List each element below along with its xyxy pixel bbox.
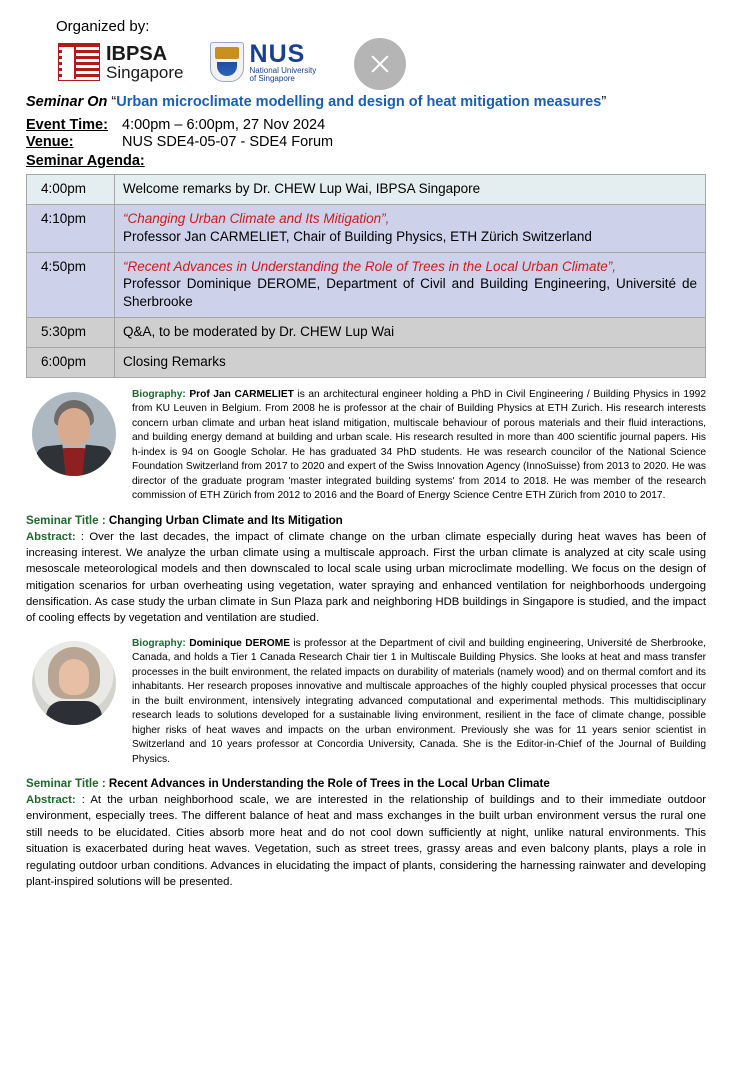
ibpsa-logo-line2: Singapore bbox=[106, 62, 184, 82]
agenda-entry bbox=[115, 347, 706, 377]
biography-label: Biography: bbox=[132, 388, 186, 400]
abstract-block bbox=[26, 529, 706, 627]
agenda-time: 4:50pm bbox=[27, 252, 115, 317]
seminar-title-value: Recent Advances in Understanding the Role of Trees in the Local Urban Climate bbox=[108, 777, 550, 791]
agenda-entry bbox=[115, 204, 706, 252]
table-row bbox=[27, 252, 706, 317]
seminar-heading bbox=[26, 93, 706, 111]
quote-close: ” bbox=[601, 94, 607, 110]
seminar-agenda-label: Seminar Agenda: bbox=[26, 153, 145, 170]
organized-by-label: Organized by: bbox=[56, 18, 150, 35]
biography-body: is professor at the Department of civil and building engineering, Université de Sherbrooke, Canada, and holds a Tier 1 Canada Research Chair tier 1 in Multiscale Building Physics. She looks at heat and mass transfer processes in the built environment, the related impacts on durability of materials (namely wood) and on thermal comfort and its inhabitants. Her research proposes innovative and multiscale approaches of the highly coupled physical processes that occur in the built environment, intensively integrating advanced computational and experimental methods. This multidisciplinary research leads to solutions developed for a sustainable living environment, resilient in the face of climate change, possible higher risks of heat waves and impacts on the urban environment. Previously she was for 11 years senior scientist in Switzerland and 10 years professor at Concordia University, Canada. She is the Editor-in-Chief of the Journal of Building Physics. bbox=[132, 637, 706, 765]
biography-label: Biography: bbox=[132, 637, 186, 649]
abstract-body: : Over the last decades, the impact of climate change on the urban climate especially during heat waves has been of increasing interest. We analyze the urban climate using a multiscale approach. First the urban climate is analyzed at city scale using mesoscale meteorological models and then downscaled to local scale using urban microclimate modelling. We focus on the design of mitigation scenarios for urban overheating using vegetation, water spraying and enhanced ventilation for neighborhoods undergoing densification. As case study the urban climate in Sun Plaza park and neighboring HDB buildings in Singapore is studied, and the impact of cooling effects by vegetation and ventilation are studied. bbox=[26, 530, 707, 625]
agenda-time: 6:00pm bbox=[27, 347, 115, 377]
agenda-text: Welcome remarks by Dr. CHEW Lup Wai, IBPSA Singapore bbox=[123, 181, 481, 197]
table-row bbox=[27, 175, 706, 205]
speaker-bio-block bbox=[26, 388, 706, 504]
agenda-talk-title: “Recent Advances in Understanding the Role of Trees in the Local Urban Climate”, bbox=[123, 258, 617, 274]
abstract-block bbox=[26, 792, 706, 890]
avatar bbox=[32, 392, 116, 476]
agenda-entry bbox=[115, 252, 706, 317]
table-row bbox=[27, 318, 706, 348]
ibpsa-logo-icon bbox=[58, 43, 100, 81]
event-time-value: 4:00pm – 6:00pm, 27 Nov 2024 bbox=[122, 117, 326, 134]
seminar-title-label: Seminar Title : bbox=[26, 777, 106, 791]
close-icon[interactable] bbox=[354, 38, 406, 90]
event-time-label: Event Time: bbox=[26, 117, 108, 134]
agenda-time: 5:30pm bbox=[27, 318, 115, 348]
venue-value: NUS SDE4-05-07 - SDE4 Forum bbox=[122, 134, 334, 151]
seminar-title-label: Seminar Title : bbox=[26, 513, 106, 527]
speaker-photo-wrap bbox=[26, 637, 122, 725]
seminar-title-row bbox=[26, 777, 706, 790]
quote-open: “ bbox=[111, 94, 117, 110]
venue-row bbox=[26, 134, 706, 150]
biography-body: is an architectural engineer holding a PhD in Civil Engineering / Building Physics in 1992 from KU Leuven in Belgium. From 2008 he is professor at the chair of Building Physics at ETH Zurich. His research interests concern urban climate and urban heat island mitigation, multiscale behaviour of porous materials and their fluid interactions, and building energy demand at building and urban scale. His research resulted in more than 400 scientific journal papers. His h-index is 94 on Google Scholar. He has graduated 34 PhD students. He was research councilor of the National Science Foundation Switzerland from 2017 to 2020 and expert of the Swiss Innovation Agency (InnoSuisse) from 2013 to 2020. He was director of the graduate program 'master integrated building systems' from 2014 to 2018. He was member of the research commission of ETH Zürich from 2012 to 2016 and the Board of Energy Science Centre ETH Zürich from 2010 to 2017. bbox=[132, 388, 706, 502]
agenda-table bbox=[26, 174, 706, 378]
nus-crest-icon bbox=[210, 42, 244, 82]
table-row bbox=[27, 347, 706, 377]
seminar-title: Urban microclimate modelling and design of heat mitigation measures bbox=[116, 94, 602, 110]
ibpsa-singapore-logo bbox=[58, 43, 184, 81]
speaker-name: Dominique DEROME bbox=[189, 637, 290, 649]
agenda-entry bbox=[115, 318, 706, 348]
agenda-text: Closing Remarks bbox=[123, 353, 226, 369]
speaker-photo-wrap bbox=[26, 388, 122, 476]
event-time-row bbox=[26, 117, 706, 133]
seminar-on-label: Seminar On bbox=[26, 94, 108, 110]
nus-logo bbox=[210, 39, 317, 83]
speaker-bio-block bbox=[26, 637, 706, 767]
agenda-speaker-detail: Professor Jan CARMELIET, Chair of Building Physics, ETH Zürich Switzerland bbox=[123, 228, 592, 244]
seminar-title-value: Changing Urban Climate and Its Mitigation bbox=[108, 513, 343, 527]
speaker-bio-text bbox=[132, 637, 706, 767]
nus-logo-line3: of Singapore bbox=[249, 73, 295, 83]
venue-label: Venue: bbox=[26, 134, 74, 151]
nus-logo-line1: NUS bbox=[249, 39, 306, 68]
agenda-entry bbox=[115, 175, 706, 205]
agenda-speaker-detail: Professor Dominique DEROME, Department of Civil and Building Engineering, Université de Sherbrooke bbox=[123, 276, 697, 310]
speaker-bio-text bbox=[132, 388, 706, 504]
agenda-text: Q&A, to be moderated by Dr. CHEW Lup Wai bbox=[123, 324, 395, 339]
abstract-label: Abstract: bbox=[26, 794, 76, 807]
seminar-title-row bbox=[26, 514, 706, 527]
agenda-time: 4:00pm bbox=[27, 175, 115, 205]
abstract-label: Abstract: bbox=[26, 530, 76, 543]
agenda-time: 4:10pm bbox=[27, 204, 115, 252]
avatar bbox=[32, 641, 116, 725]
nus-logo-line2: National University bbox=[249, 65, 317, 75]
abstract-body: : At the urban neighborhood scale, we are interested in the relationship of buildings and to their immediate outdoor environment, especially trees. The different balance of heat and mass exchanges in the built urban environment versus the rural one still needs to be elucidated. Cities absorb more heat and do not cool down sufficiently at night, unlike natural environments. This situation is exacerbated during heat waves. Vegetation, such as street trees, grassy areas and even balcony plants, plays a role in regulating outdoor urban conditions. Advances in elucidating the impact of plants, considering the harnessing rainwater and developing plant-inspired solutions will be presented. bbox=[26, 794, 706, 888]
table-row bbox=[27, 204, 706, 252]
agenda-talk-title: “Changing Urban Climate and Its Mitigation”, bbox=[123, 210, 390, 226]
speaker-name: Prof Jan CARMELIET bbox=[189, 388, 294, 400]
ibpsa-logo-line1: IBPSA bbox=[106, 42, 168, 65]
